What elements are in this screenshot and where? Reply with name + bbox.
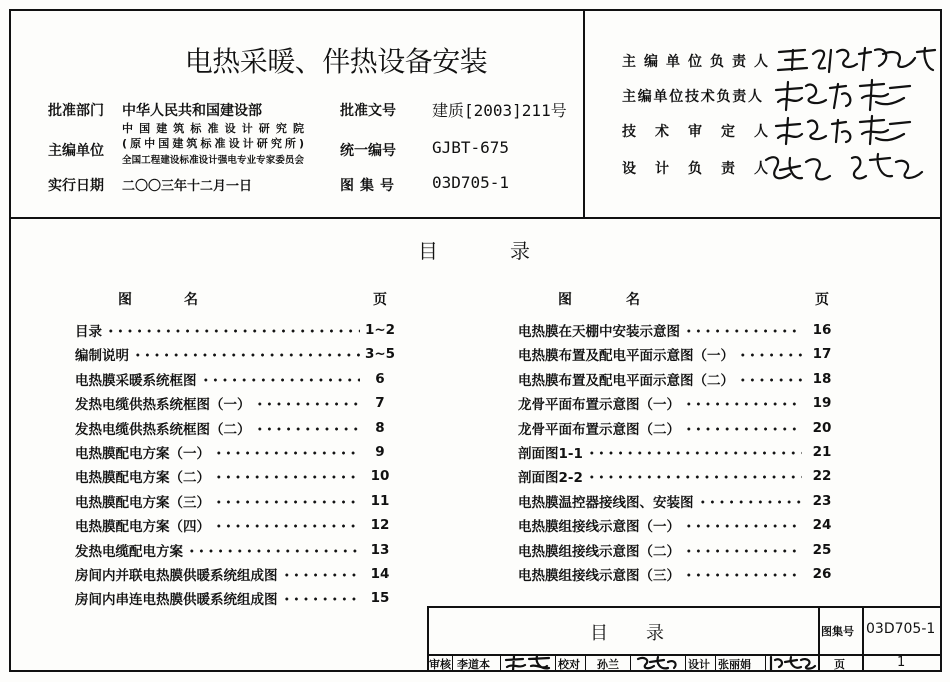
chief-editor-signature <box>775 40 940 78</box>
toc-right-col-page-header: 页 <box>815 292 829 308</box>
title-block-atlas-no: 03D705-1 <box>866 621 936 637</box>
dot-leader <box>587 440 802 464</box>
reviewer-signature <box>503 654 553 672</box>
toc-entry-page: 16 <box>812 322 832 338</box>
toc-entry-name: 电热膜布置及配电平面示意图（一） <box>518 348 734 365</box>
toc-entry-page: 14 <box>370 566 390 582</box>
toc-entry-name: 电热膜布置及配电平面示意图（二） <box>518 372 734 389</box>
dot-leader <box>187 538 360 562</box>
toc-entry-name: 龙骨平面布置示意图（二） <box>518 421 680 438</box>
toc-entry-page: 26 <box>812 566 832 582</box>
dot-leader <box>684 513 802 537</box>
dot-leader <box>133 342 360 366</box>
toc-entry-page: 18 <box>812 370 832 387</box>
toc-row <box>518 342 838 366</box>
technical-chief-signature <box>772 76 917 114</box>
toc-entry-page: 1~2 <box>364 322 396 338</box>
atlas-no-label: 图集号 <box>340 178 394 194</box>
check-label: 校对 <box>558 658 580 671</box>
title-block-atlas-no-label: 图集号 <box>821 625 854 638</box>
title-block-cell-rule <box>765 654 766 672</box>
technical-chief-label: 主编单位技术负责人 <box>622 89 762 105</box>
dot-leader <box>684 538 802 562</box>
toc-row <box>75 586 396 610</box>
page-number: 1 <box>897 655 906 670</box>
checker-name: 孙兰 <box>597 658 619 671</box>
design-lead-signature <box>760 148 930 188</box>
review-label: 审核 <box>429 658 451 671</box>
toc-entry-name: 发热电缆供热系统框图（一） <box>75 397 251 414</box>
toc-row <box>518 318 838 342</box>
title-block-vrule-a <box>818 606 820 672</box>
editor-unit-line-3: 全国工程建设标准设计强电专业专家委员会 <box>122 155 304 166</box>
toc-entry-page: 7 <box>375 395 385 412</box>
toc-entry-page: 25 <box>812 541 832 558</box>
toc-entry-name: 电热膜配电方案（四） <box>75 519 210 536</box>
atlas-no: 03D705-1 <box>432 173 510 192</box>
dot-leader <box>255 391 361 415</box>
toc-entry-page: 20 <box>812 419 832 436</box>
approval-dept-label: 批准部门 <box>48 103 104 119</box>
toc-row <box>75 489 396 513</box>
toc-entry-page: 24 <box>812 517 832 534</box>
header-bottom-rule <box>9 217 942 219</box>
header-vertical-rule <box>583 9 585 218</box>
title-block-vrule-b <box>862 606 864 672</box>
toc-entry-name: 剖面图1-1 <box>518 446 583 462</box>
approval-doc-label: 批准文号 <box>340 103 396 119</box>
toc-row <box>75 342 396 366</box>
toc-row <box>75 513 396 537</box>
toc-row <box>75 440 396 464</box>
approval-doc: 建质[2003]211号 <box>432 101 567 120</box>
title-block-top-rule <box>427 606 942 608</box>
page-label: 页 <box>834 658 845 671</box>
dot-leader <box>214 440 360 464</box>
toc-entry-name: 电热膜温控器接线图、安装图 <box>518 494 694 511</box>
toc-entry-name: 电热膜组接线示意图（三） <box>518 568 680 584</box>
toc-title: 目录 <box>418 239 530 263</box>
toc-row <box>75 538 396 562</box>
toc-left-col-name-header: 图名 <box>118 292 198 308</box>
dot-leader <box>255 416 361 440</box>
toc-row <box>518 513 838 537</box>
toc-entry-page: 3~5 <box>364 346 396 363</box>
dot-leader <box>106 318 360 342</box>
toc-entry-name: 电热膜组接线示意图（二） <box>518 543 680 560</box>
effective-date: 二〇〇三年十二月一日 <box>122 179 253 194</box>
toc-right-col-name-header: 图名 <box>558 292 640 308</box>
toc-left-col-page-header: 页 <box>373 292 387 308</box>
toc-entry-name: 龙骨平面布置示意图（一） <box>518 397 680 414</box>
toc-entry-page: 6 <box>375 370 385 387</box>
toc-row <box>75 416 396 440</box>
toc-entry-page: 12 <box>370 517 390 534</box>
chief-editor-label: 主编单位负责人 <box>622 54 768 70</box>
checker-signature <box>634 654 682 672</box>
dot-leader <box>282 586 361 610</box>
title-block-title: 目录 <box>590 623 664 644</box>
designer-name: 张丽娟 <box>718 658 751 671</box>
toc-entry-name: 房间内串连电热膜供暖系统组成图 <box>75 592 278 609</box>
toc-row <box>518 416 838 440</box>
toc-row <box>75 391 396 415</box>
design-label: 设计 <box>688 658 710 671</box>
dot-leader <box>684 391 802 415</box>
dot-leader <box>214 464 360 488</box>
dot-leader <box>684 318 802 342</box>
dot-leader <box>738 367 802 391</box>
toc-row <box>75 367 396 391</box>
technical-reviewer-label: 技术审定人 <box>622 124 768 140</box>
title-block-cell-rule <box>685 654 686 672</box>
dot-leader <box>214 513 360 537</box>
toc-entry-name: 电热膜配电方案（二） <box>75 470 210 487</box>
reviewer-name: 李道本 <box>457 658 490 671</box>
toc-entry-page: 13 <box>370 541 390 558</box>
toc-entry-page: 10 <box>370 468 390 485</box>
toc-entry-name: 编制说明 <box>75 348 129 365</box>
dot-leader <box>684 416 802 440</box>
toc-entry-page: 21 <box>812 444 832 460</box>
approval-dept: 中华人民共和国建设部 <box>122 103 262 119</box>
dot-leader <box>282 562 361 586</box>
toc-row <box>518 440 838 464</box>
toc-entry-page: 23 <box>812 492 832 509</box>
title-block-cell-rule <box>500 654 501 672</box>
toc-entry-name: 发热电缆配电方案 <box>75 543 183 560</box>
title-block-cell-rule <box>585 654 586 672</box>
editor-unit-label: 主编单位 <box>48 143 104 159</box>
toc-row <box>518 489 838 513</box>
dot-leader <box>214 489 360 513</box>
effective-date-label: 实行日期 <box>48 178 104 194</box>
title-block-cell-rule <box>555 654 556 672</box>
toc-row <box>518 562 838 586</box>
dot-leader <box>684 562 802 586</box>
dot-leader <box>738 342 802 366</box>
toc-row <box>518 538 838 562</box>
toc-entry-page: 17 <box>812 346 832 363</box>
editor-unit-line-1: 中国建筑标准设计研究院 <box>122 122 304 135</box>
designer-signature <box>767 654 817 672</box>
unified-no-label: 统一编号 <box>340 143 396 159</box>
atlas-title: 电热采暖、伴热设备安装 <box>184 45 488 78</box>
toc-entry-page: 15 <box>370 590 390 607</box>
toc-entry-name: 发热电缆供热系统框图（二） <box>75 421 251 438</box>
toc-entry-name: 房间内并联电热膜供暖系统组成图 <box>75 568 278 584</box>
editor-unit-line-2: (原中国建筑标准设计研究所) <box>122 137 304 150</box>
toc-row <box>75 464 396 488</box>
technical-reviewer-signature <box>772 112 917 148</box>
toc-entry-name: 目录 <box>75 324 102 340</box>
toc-entry-name: 电热膜采暖系统框图 <box>75 372 197 389</box>
toc-entry-page: 8 <box>375 419 385 436</box>
toc-entry-page: 9 <box>375 444 385 460</box>
toc-row <box>518 391 838 415</box>
dot-leader <box>698 489 803 513</box>
toc-entry-name: 电热膜组接线示意图（一） <box>518 519 680 536</box>
unified-no: GJBT-675 <box>432 138 510 157</box>
toc-row <box>518 464 838 488</box>
toc-entry-page: 11 <box>370 492 390 509</box>
title-block-cell-rule <box>715 654 716 672</box>
design-lead-label: 设计负责人 <box>622 161 768 177</box>
toc-entry-name: 电热膜配电方案（一） <box>75 446 210 462</box>
toc-entry-page: 22 <box>812 468 832 485</box>
title-block-cell-rule <box>630 654 631 672</box>
toc-row <box>518 367 838 391</box>
dot-leader <box>587 464 802 488</box>
dot-leader <box>201 367 361 391</box>
toc-row <box>75 318 396 342</box>
toc-entry-name: 电热膜配电方案（三） <box>75 494 210 511</box>
toc-row <box>75 562 396 586</box>
title-block-cell-rule <box>452 654 453 672</box>
toc-entry-name: 剖面图2-2 <box>518 470 583 487</box>
toc-entry-page: 19 <box>812 395 832 412</box>
toc-entry-name: 电热膜在天棚中安装示意图 <box>518 324 680 340</box>
